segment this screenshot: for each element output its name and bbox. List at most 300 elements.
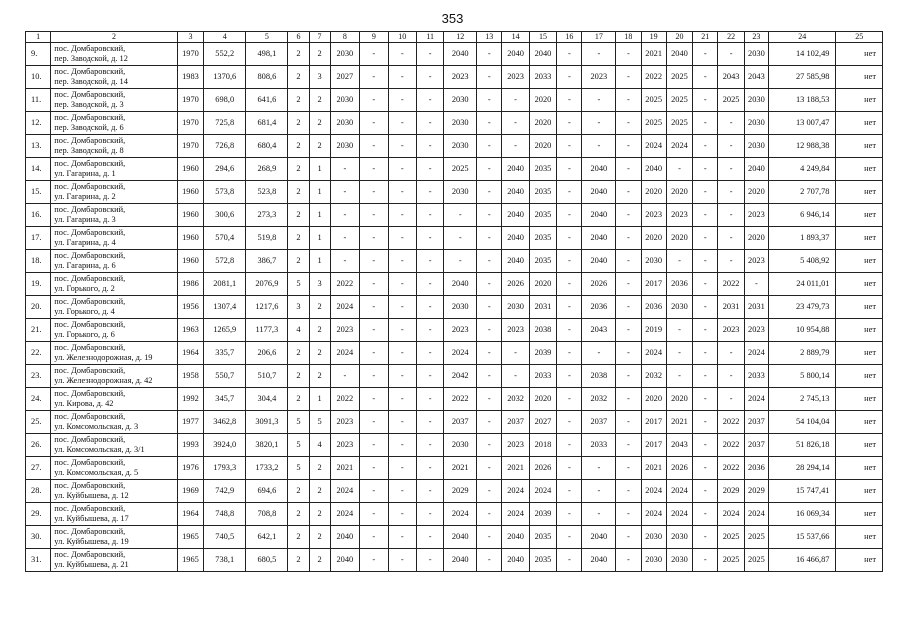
table-cell: 2 [309, 89, 330, 112]
table-cell: 2023 [744, 250, 768, 273]
table-cell: 345,7 [204, 388, 246, 411]
table-cell: 2040 [641, 158, 666, 181]
table-cell: 2035 [529, 181, 556, 204]
table-cell: - [616, 204, 641, 227]
address-line: пос. Домбаровский, [54, 181, 126, 191]
table-cell: - [477, 66, 502, 89]
table-cell: 552,2 [204, 43, 246, 66]
table-cell: 1964 [177, 503, 203, 526]
table-cell: - [557, 480, 582, 503]
table-cell: - [388, 457, 416, 480]
table-cell: 2030 [641, 549, 666, 572]
table-cell: 2036 [641, 296, 666, 319]
table-cell: 2021 [444, 457, 477, 480]
table-cell: 2030 [330, 112, 360, 135]
table-cell: 2 [288, 227, 309, 250]
table-cell: 725,8 [204, 112, 246, 135]
table-cell: 1 [309, 227, 330, 250]
table-cell: 2030 [666, 526, 692, 549]
table-cell: 2 [309, 503, 330, 526]
table-cell: 2030 [444, 434, 477, 457]
table-cell: 5 [288, 273, 309, 296]
table-cell: 2 [309, 296, 330, 319]
table-cell: 2020 [529, 89, 556, 112]
row-number: 21. [26, 319, 51, 342]
table-cell: - [388, 342, 416, 365]
table-cell: - [477, 227, 502, 250]
table-cell: 2040 [502, 158, 529, 181]
table-cell: 2042 [444, 365, 477, 388]
table-cell: - [388, 434, 416, 457]
table-cell: - [417, 181, 444, 204]
status-cell: нет [836, 457, 883, 480]
table-cell: 694,6 [246, 480, 288, 503]
column-header-1: 1 [26, 32, 51, 43]
header-row [26, 32, 883, 43]
table-cell: - [417, 503, 444, 526]
page-number: 353 [441, 11, 464, 26]
table-cell: 2024 [744, 388, 768, 411]
table-cell: 1963 [177, 319, 203, 342]
table-cell: - [616, 135, 641, 158]
table-cell: - [360, 480, 388, 503]
table-cell: 1965 [177, 526, 203, 549]
table-cell: 2040 [529, 43, 556, 66]
table-cell: - [693, 204, 718, 227]
status-cell: нет [836, 526, 883, 549]
table-cell: 2022 [444, 388, 477, 411]
address-line: ул. Куйбышева, д. 17 [54, 514, 129, 523]
table-cell: 3 [309, 66, 330, 89]
table-cell: - [417, 112, 444, 135]
row-number: 25. [26, 411, 51, 434]
table-cell: - [360, 296, 388, 319]
table-cell: 2022 [718, 273, 744, 296]
table-cell: - [502, 365, 529, 388]
status-cell: нет [836, 365, 883, 388]
table-row [26, 526, 883, 549]
table-cell: 1 [309, 388, 330, 411]
table-cell: - [417, 342, 444, 365]
cost-cell: 12 988,38 [769, 135, 836, 158]
table-cell: 2 [309, 480, 330, 503]
table-cell: 5 [288, 457, 309, 480]
table-cell: 2033 [582, 434, 616, 457]
table-cell: 2022 [718, 411, 744, 434]
table-cell: - [616, 112, 641, 135]
table-row [26, 342, 883, 365]
table-cell: 2024 [666, 135, 692, 158]
table-cell: 1976 [177, 457, 203, 480]
table-cell: 2025 [718, 89, 744, 112]
table-cell: 3820,1 [246, 434, 288, 457]
table-cell: 698,0 [204, 89, 246, 112]
table-cell: 523,8 [246, 181, 288, 204]
table-cell: 2023 [330, 434, 360, 457]
table-cell: 2040 [444, 526, 477, 549]
table-cell: 2 [288, 89, 309, 112]
table-cell: - [557, 181, 582, 204]
address-cell [51, 296, 177, 319]
table-cell: 572,8 [204, 250, 246, 273]
table-cell: - [360, 250, 388, 273]
table-cell: 1986 [177, 273, 203, 296]
status-cell: нет [836, 112, 883, 135]
address-line: ул. Горького, д. 2 [54, 284, 115, 293]
table-cell: 2017 [641, 411, 666, 434]
table-cell: - [330, 181, 360, 204]
table-cell: - [616, 250, 641, 273]
table-cell: - [388, 388, 416, 411]
row-number: 12. [26, 112, 51, 135]
table-cell: - [360, 319, 388, 342]
table-cell: - [444, 250, 477, 273]
table-cell: 2021 [502, 457, 529, 480]
table-row [26, 388, 883, 411]
table-cell: 2023 [582, 66, 616, 89]
table-cell: 2029 [444, 480, 477, 503]
table-cell: 2 [309, 526, 330, 549]
status-cell: нет [836, 181, 883, 204]
table-cell: 2037 [744, 434, 768, 457]
table-cell: - [693, 112, 718, 135]
table-cell: - [417, 457, 444, 480]
table-cell: 2037 [502, 411, 529, 434]
table-row [26, 296, 883, 319]
status-cell: нет [836, 503, 883, 526]
table-cell: 2017 [641, 273, 666, 296]
table-cell: 680,5 [246, 549, 288, 572]
column-header-6: 6 [288, 32, 309, 43]
column-header-9: 9 [360, 32, 388, 43]
table-cell: - [417, 204, 444, 227]
table-row [26, 319, 883, 342]
table-cell: 2040 [744, 158, 768, 181]
table-cell: - [360, 273, 388, 296]
table-cell: - [477, 273, 502, 296]
cost-cell: 51 826,18 [769, 434, 836, 457]
table-cell: 2020 [529, 135, 556, 158]
address-cell [51, 89, 177, 112]
status-cell: нет [836, 388, 883, 411]
table-cell: - [718, 181, 744, 204]
address-line: пос. Домбаровский, [54, 549, 126, 559]
table-cell: 1370,6 [204, 66, 246, 89]
address-line: ул. Комсомольская, д. 5 [54, 468, 139, 477]
table-cell: - [360, 503, 388, 526]
table-cell: 2035 [529, 526, 556, 549]
address-cell [51, 434, 177, 457]
address-line: пос. Домбаровский, [54, 365, 126, 375]
table-cell: - [360, 434, 388, 457]
table-cell: 2023 [502, 66, 529, 89]
table-body [26, 43, 883, 572]
table-cell: 2038 [582, 365, 616, 388]
table-cell: - [417, 480, 444, 503]
table-cell: 2 [309, 43, 330, 66]
table-cell: 1965 [177, 549, 203, 572]
table-row [26, 273, 883, 296]
table-cell: - [616, 480, 641, 503]
table-cell: 2040 [502, 549, 529, 572]
table-row [26, 204, 883, 227]
cost-cell: 5 408,92 [769, 250, 836, 273]
table-cell: 2030 [444, 135, 477, 158]
address-line: ул. Гагарина, д. 3 [54, 215, 116, 224]
table-cell: 1793,3 [204, 457, 246, 480]
table-cell: - [693, 480, 718, 503]
table-cell: 2033 [529, 66, 556, 89]
table-cell: - [477, 250, 502, 273]
table-cell: 726,8 [204, 135, 246, 158]
table-cell: 1960 [177, 158, 203, 181]
table-cell: 2040 [582, 250, 616, 273]
address-cell [51, 66, 177, 89]
table-cell: 2023 [502, 434, 529, 457]
table-cell: 2023 [444, 319, 477, 342]
table-cell: 2043 [744, 66, 768, 89]
address-line: ул. Гагарина, д. 2 [54, 192, 116, 201]
table-cell: - [582, 135, 616, 158]
table-cell: - [417, 411, 444, 434]
address-line: ул. Куйбышева, д. 12 [54, 491, 129, 500]
table-cell: - [693, 66, 718, 89]
address-line: пос. Домбаровский, [54, 503, 126, 513]
table-cell: - [360, 112, 388, 135]
table-cell: 2026 [529, 457, 556, 480]
address-cell [51, 365, 177, 388]
table-cell: - [616, 526, 641, 549]
table-cell: - [718, 365, 744, 388]
table-cell: 2017 [641, 434, 666, 457]
table-cell: 2 [309, 365, 330, 388]
table-cell: 2025 [744, 549, 768, 572]
table-cell: - [693, 296, 718, 319]
table-cell: 2024 [744, 342, 768, 365]
table-cell: - [718, 227, 744, 250]
status-cell: нет [836, 204, 883, 227]
table-cell: 808,6 [246, 66, 288, 89]
table-row [26, 250, 883, 273]
address-line: пос. Домбаровский, [54, 273, 126, 283]
table-cell: 2040 [502, 227, 529, 250]
address-cell [51, 457, 177, 480]
table-cell: - [477, 526, 502, 549]
row-number: 13. [26, 135, 51, 158]
table-cell: 1265,9 [204, 319, 246, 342]
table-cell: - [360, 66, 388, 89]
table-cell: 2026 [666, 457, 692, 480]
table-cell: 2043 [718, 66, 744, 89]
table-cell: - [477, 549, 502, 572]
table-cell: 2 [288, 503, 309, 526]
table-cell: - [666, 365, 692, 388]
table-cell: 2040 [330, 526, 360, 549]
table-cell: - [388, 43, 416, 66]
table-cell: 1956 [177, 296, 203, 319]
cost-cell: 16 069,34 [769, 503, 836, 526]
status-cell: нет [836, 250, 883, 273]
table-cell: - [718, 388, 744, 411]
table-cell: 550,7 [204, 365, 246, 388]
table-cell: 2024 [502, 480, 529, 503]
table-cell: 1992 [177, 388, 203, 411]
table-cell: 1970 [177, 89, 203, 112]
address-line: ул. Гагарина, д. 4 [54, 238, 116, 247]
column-header-12: 12 [444, 32, 477, 43]
table-cell: 2023 [666, 204, 692, 227]
status-cell: нет [836, 273, 883, 296]
address-cell [51, 204, 177, 227]
table-cell: - [718, 158, 744, 181]
table-cell: 2030 [444, 89, 477, 112]
address-cell [51, 388, 177, 411]
status-cell: нет [836, 135, 883, 158]
table-cell: 2040 [582, 204, 616, 227]
table-cell: - [693, 181, 718, 204]
column-header-24: 24 [769, 32, 836, 43]
table-cell: - [330, 365, 360, 388]
table-cell: 2029 [744, 480, 768, 503]
table-cell: 2021 [641, 43, 666, 66]
table-cell: 2025 [666, 66, 692, 89]
column-header-2: 2 [51, 32, 177, 43]
table-cell: 2025 [444, 158, 477, 181]
address-cell [51, 342, 177, 365]
table-cell: - [444, 204, 477, 227]
table-cell: - [582, 457, 616, 480]
table-cell: - [477, 158, 502, 181]
table-cell: 2 [288, 204, 309, 227]
table-cell: 2020 [666, 227, 692, 250]
address-line: пер. Заводской, д. 3 [54, 100, 124, 109]
row-number: 26. [26, 434, 51, 457]
cost-cell: 13 007,47 [769, 112, 836, 135]
table-cell: - [693, 135, 718, 158]
table-cell: 1960 [177, 227, 203, 250]
table-cell: 708,8 [246, 503, 288, 526]
table-cell: - [616, 89, 641, 112]
status-cell: нет [836, 319, 883, 342]
table-cell: - [417, 434, 444, 457]
table-cell: 2021 [641, 457, 666, 480]
cost-cell: 2 745,13 [769, 388, 836, 411]
table-cell: 2024 [641, 342, 666, 365]
table-cell: 4 [309, 434, 330, 457]
table-cell: 498,1 [246, 43, 288, 66]
table-cell: 2 [288, 365, 309, 388]
table-cell: - [388, 204, 416, 227]
column-header-4: 4 [204, 32, 246, 43]
table-cell: 2081,1 [204, 273, 246, 296]
table-cell: 2024 [330, 480, 360, 503]
table-cell: 300,6 [204, 204, 246, 227]
row-number: 10. [26, 66, 51, 89]
status-cell: нет [836, 43, 883, 66]
table-cell: - [718, 112, 744, 135]
table-cell: - [557, 411, 582, 434]
table-cell: - [360, 43, 388, 66]
table-cell: 2027 [330, 66, 360, 89]
table-cell: - [616, 43, 641, 66]
cost-cell: 14 102,49 [769, 43, 836, 66]
status-cell: нет [836, 411, 883, 434]
table-cell: - [666, 158, 692, 181]
address-line: пос. Домбаровский, [54, 66, 126, 76]
address-line: ул. Горького, д. 6 [54, 330, 115, 339]
table-cell: - [360, 411, 388, 434]
table-cell: - [360, 181, 388, 204]
address-line: пос. Домбаровский, [54, 319, 126, 329]
table-cell: 2076,9 [246, 273, 288, 296]
table-cell: 2025 [666, 89, 692, 112]
address-line: ул. Кирова, д. 42 [54, 399, 114, 408]
table-cell: - [417, 549, 444, 572]
table-cell: 2031 [529, 296, 556, 319]
table-cell: - [417, 227, 444, 250]
table-cell: - [557, 526, 582, 549]
table-row [26, 549, 883, 572]
table-cell: - [388, 273, 416, 296]
table-row [26, 480, 883, 503]
table-cell: - [582, 89, 616, 112]
table-cell: - [693, 388, 718, 411]
address-line: пос. Домбаровский, [54, 43, 126, 53]
address-line: ул. Комсомольская, д. 3/1 [54, 445, 145, 454]
table-cell: 2 [309, 457, 330, 480]
table-cell: - [360, 158, 388, 181]
table-cell: 2 [288, 342, 309, 365]
table-cell: - [616, 434, 641, 457]
column-header-7: 7 [309, 32, 330, 43]
table-cell: 2040 [502, 43, 529, 66]
table-cell: 2035 [529, 204, 556, 227]
table-cell: 2025 [718, 526, 744, 549]
table-cell: 2025 [641, 89, 666, 112]
table-cell: 2035 [529, 158, 556, 181]
table-cell: - [616, 181, 641, 204]
table-cell: 2023 [718, 319, 744, 342]
table-cell: 2024 [666, 480, 692, 503]
table-cell: 2037 [444, 411, 477, 434]
table-cell: - [388, 503, 416, 526]
cost-cell: 13 188,53 [769, 89, 836, 112]
row-number: 28. [26, 480, 51, 503]
address-cell [51, 135, 177, 158]
cost-cell: 2 707,78 [769, 181, 836, 204]
table-cell: - [477, 503, 502, 526]
row-number: 17. [26, 227, 51, 250]
table-cell: 2022 [330, 273, 360, 296]
row-number: 24. [26, 388, 51, 411]
table-cell: 3924,0 [204, 434, 246, 457]
table-cell: - [417, 273, 444, 296]
status-cell: нет [836, 66, 883, 89]
address-line: пос. Домбаровский, [54, 388, 126, 398]
table-cell: 2036 [744, 457, 768, 480]
table-cell: - [616, 342, 641, 365]
table-cell: - [557, 549, 582, 572]
table-cell: - [417, 526, 444, 549]
table-cell: - [718, 135, 744, 158]
table-cell: - [582, 43, 616, 66]
table-cell: 2030 [502, 296, 529, 319]
table-cell: 2 [288, 66, 309, 89]
table-cell: 2030 [444, 112, 477, 135]
column-header-13: 13 [477, 32, 502, 43]
status-cell: нет [836, 89, 883, 112]
table-cell: - [718, 43, 744, 66]
